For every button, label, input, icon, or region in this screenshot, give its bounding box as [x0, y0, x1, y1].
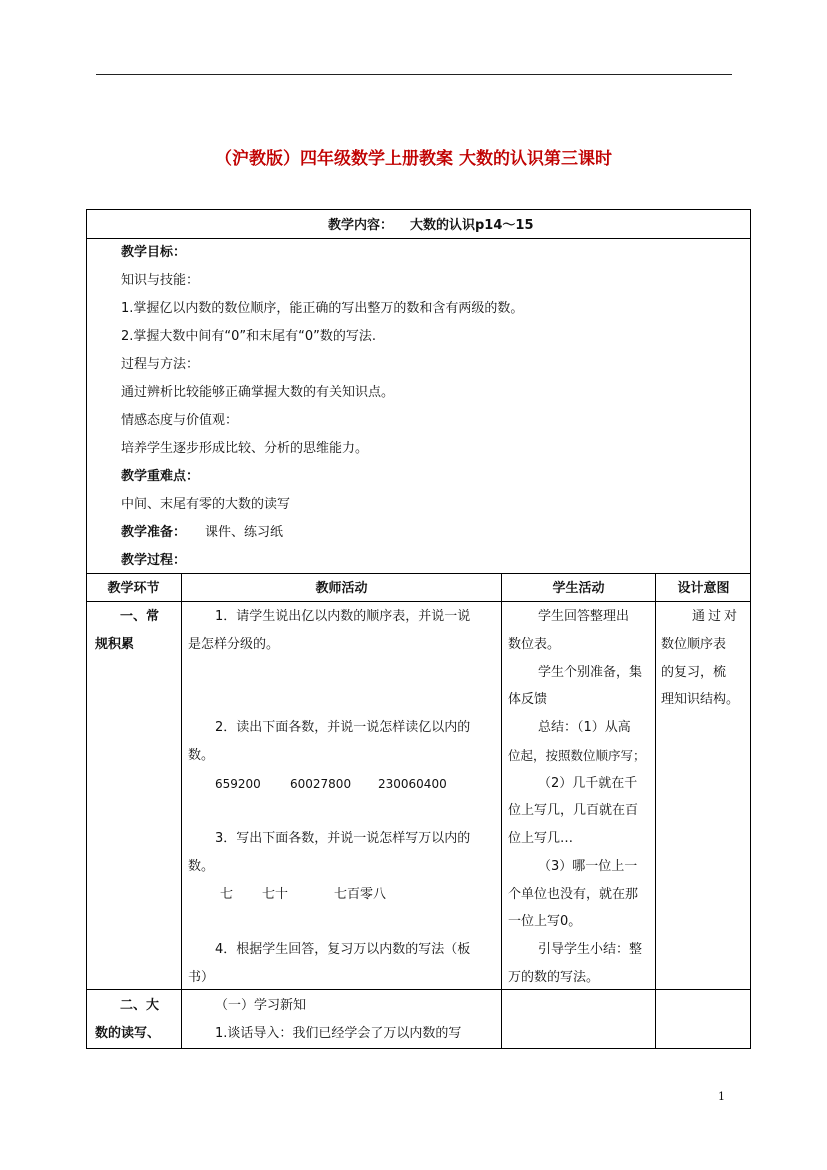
- process-heading: 过程与方法：: [121, 357, 200, 372]
- student-line: （3）哪一位上一: [538, 859, 638, 874]
- table-header-stage: 教学环节: [107, 581, 160, 596]
- intent-line: 的复习，梳: [661, 665, 727, 680]
- student-line: （2）几千就在千: [538, 776, 638, 791]
- row2-teacher-line2: 1.谈话导入：我们已经学会了万以内数的写: [215, 1026, 462, 1041]
- teacher-item1-line2: 是怎样分级的。: [188, 637, 280, 652]
- number-3: 230060400: [378, 777, 447, 791]
- keypoints-heading: 教学重难点：: [121, 469, 200, 484]
- student-line: 位起，按照数位顺序写；: [508, 748, 646, 763]
- chinese-number-1: 七: [220, 887, 234, 902]
- teacher-item1-line1: 1．请学生说出亿以内数的顺序表，并说一说: [215, 609, 471, 624]
- keypoints-text: 中间、末尾有零的大数的读写: [121, 497, 291, 512]
- student-line: 个单位也没有，就在那: [508, 887, 639, 902]
- student-line: 学生回答整理出: [538, 609, 630, 624]
- intent-line: 通过对: [692, 609, 741, 624]
- document-title: （沪教版）四年级数学上册教案 大数的认识第三课时: [215, 149, 612, 169]
- number-2: 60027800: [290, 777, 352, 791]
- number-1: 659200: [215, 777, 261, 791]
- column-divider: [655, 573, 656, 1049]
- emotion-heading: 情感态度与价值观：: [121, 413, 239, 428]
- page-number: 1: [718, 1090, 725, 1103]
- student-line: 体反馈: [508, 692, 548, 707]
- row2-stage-line2: 数的读写、: [95, 1026, 161, 1041]
- teacher-item2-line1: 2．读出下面各数，并说一说怎样读亿以内的: [215, 720, 471, 735]
- student-line: 位上写几，几百就在百: [508, 803, 639, 818]
- teacher-item4-line1: 4．根据学生回答，复习万以内数的写法（板: [215, 942, 471, 957]
- table-header-student: 学生活动: [552, 581, 605, 596]
- process-text: 通过辨析比较能够正确掌握大数的有关知识点。: [121, 385, 395, 400]
- emotion-text: 培养学生逐步形成比较、分析的思维能力。: [121, 441, 369, 456]
- row2-stage-line1: 二、大: [120, 998, 160, 1013]
- teacher-item4-line2: 书）: [188, 970, 215, 985]
- teacher-item3-line2: 数。: [188, 859, 215, 874]
- student-line: 位上写几…: [508, 831, 574, 846]
- row1-stage-line2: 规积累: [95, 637, 135, 652]
- student-line: 学生个别准备，集: [538, 665, 643, 680]
- content-value: 大数的认识p14～15: [410, 218, 534, 233]
- student-line: 一位上写0。: [508, 914, 582, 929]
- intent-line: 理知识结构。: [661, 692, 740, 707]
- table-header-intent: 设计意图: [677, 581, 730, 596]
- divider: [86, 601, 751, 602]
- chinese-number-3: 七百零八: [334, 887, 387, 902]
- column-divider: [181, 573, 182, 1049]
- student-line: 数位表。: [508, 637, 561, 652]
- student-line: 万的数的写法。: [508, 970, 600, 985]
- table-header-teacher: 教师活动: [315, 581, 368, 596]
- student-line: 总结：（1）从高: [538, 720, 631, 735]
- row2-teacher-line1: （一）学习新知: [215, 998, 307, 1013]
- teacher-item2-line2: 数。: [188, 748, 215, 763]
- chinese-number-2: 七十: [262, 887, 289, 902]
- header-rule: [96, 74, 732, 75]
- column-divider: [501, 573, 502, 1049]
- student-line: 引导学生小结：整: [538, 942, 643, 957]
- knowledge-item-1: 1.掌握亿以内数的数位顺序，能正确的写出整万的数和含有两级的数。: [121, 301, 524, 316]
- procedure-heading: 教学过程：: [121, 553, 187, 568]
- divider: [86, 238, 751, 239]
- prep-heading: 教学准备：: [121, 525, 187, 540]
- intent-line: 数位顺序表: [661, 637, 727, 652]
- knowledge-item-2: 2.掌握大数中间有“0”和末尾有“0”数的写法.: [121, 329, 377, 344]
- prep-text: 课件、练习纸: [205, 525, 284, 540]
- divider: [86, 989, 751, 990]
- content-label: 教学内容：: [328, 218, 394, 233]
- divider: [86, 573, 751, 574]
- objectives-heading: 教学目标：: [121, 245, 187, 260]
- row1-stage-line1: 一、常: [120, 609, 160, 624]
- knowledge-heading: 知识与技能：: [121, 273, 200, 288]
- teacher-item3-line1: 3．写出下面各数，并说一说怎样写万以内的: [215, 831, 471, 846]
